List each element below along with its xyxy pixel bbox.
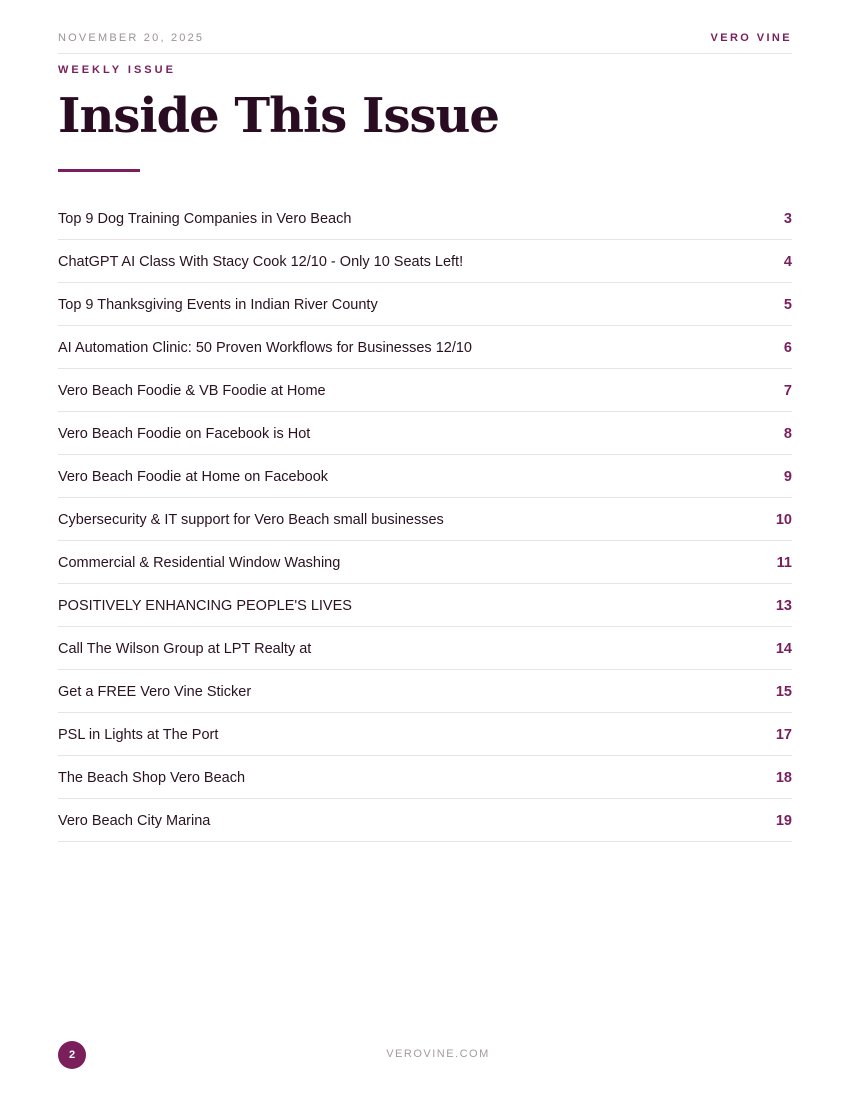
toc-entry-page: 3 (783, 210, 792, 227)
footer-site-name: VEROVINE.COM (386, 1048, 490, 1060)
table-of-contents (58, 198, 792, 843)
section-kicker: WEEKLY ISSUE (58, 64, 176, 76)
toc-entry-page: 4 (783, 253, 792, 270)
toc-entry-title[interactable]: ChatGPT AI Class With Stacy Cook 12/10 - Only 10 Seats Left! (58, 253, 464, 270)
toc-row[interactable] (58, 542, 792, 584)
toc-entry-page: 11 (776, 554, 792, 571)
toc-row[interactable] (58, 241, 792, 283)
toc-row[interactable] (58, 714, 792, 756)
toc-entry-page: 5 (783, 296, 792, 313)
toc-entry-page: 13 (775, 597, 792, 614)
toc-entry-page: 8 (783, 425, 792, 442)
toc-entry-title[interactable]: Commercial & Residential Window Washing (58, 554, 341, 571)
toc-entry-title[interactable]: AI Automation Clinic: 50 Proven Workflows for Businesses 12/10 (58, 339, 472, 356)
toc-entry-title[interactable]: Vero Beach Foodie on Facebook is Hot (58, 425, 311, 442)
toc-entry-title[interactable]: Top 9 Dog Training Companies in Vero Beach (58, 210, 352, 227)
toc-entry-page: 14 (775, 640, 792, 657)
toc-entry-title[interactable]: The Beach Shop Vero Beach (58, 769, 246, 786)
top-bar (58, 32, 792, 54)
toc-entry-page: 6 (783, 339, 792, 356)
toc-row[interactable] (58, 757, 792, 799)
toc-row[interactable] (58, 671, 792, 713)
toc-row[interactable] (58, 499, 792, 541)
toc-row[interactable] (58, 327, 792, 369)
toc-row[interactable] (58, 413, 792, 455)
toc-entry-page: 15 (775, 683, 792, 700)
toc-row[interactable] (58, 198, 792, 240)
toc-entry-title[interactable]: PSL in Lights at The Port (58, 726, 219, 743)
toc-entry-page: 17 (775, 726, 792, 743)
toc-row[interactable] (58, 456, 792, 498)
toc-entry-title[interactable]: Cybersecurity & IT support for Vero Beach small businesses (58, 511, 444, 528)
toc-row[interactable] (58, 628, 792, 670)
toc-entry-page: 19 (775, 812, 792, 829)
page-number-badge: 2 (58, 1041, 86, 1069)
page-title: Inside This Issue (58, 88, 499, 144)
toc-entry-title[interactable]: Top 9 Thanksgiving Events in Indian River County (58, 296, 378, 313)
toc-row[interactable] (58, 585, 792, 627)
title-underline (58, 169, 140, 172)
toc-entry-title[interactable]: Vero Beach City Marina (58, 812, 211, 829)
toc-entry-page: 7 (783, 382, 792, 399)
toc-entry-page: 9 (783, 468, 792, 485)
toc-row[interactable] (58, 370, 792, 412)
toc-entry-page: 18 (775, 769, 792, 786)
toc-entry-title[interactable]: Get a FREE Vero Vine Sticker (58, 683, 252, 700)
brand-name: VERO VINE (710, 32, 792, 44)
toc-row[interactable] (58, 284, 792, 326)
toc-entry-page: 10 (775, 511, 792, 528)
toc-entry-title[interactable]: POSITIVELY ENHANCING PEOPLE'S LIVES (58, 597, 352, 614)
issue-date: NOVEMBER 20, 2025 (58, 32, 205, 44)
toc-entry-title[interactable]: Vero Beach Foodie & VB Foodie at Home (58, 382, 326, 399)
toc-entry-title[interactable]: Vero Beach Foodie at Home on Facebook (58, 468, 329, 485)
toc-entry-title[interactable]: Call The Wilson Group at LPT Realty at (58, 640, 312, 657)
newsletter-page (58, 0, 792, 1100)
toc-row[interactable] (58, 800, 792, 842)
